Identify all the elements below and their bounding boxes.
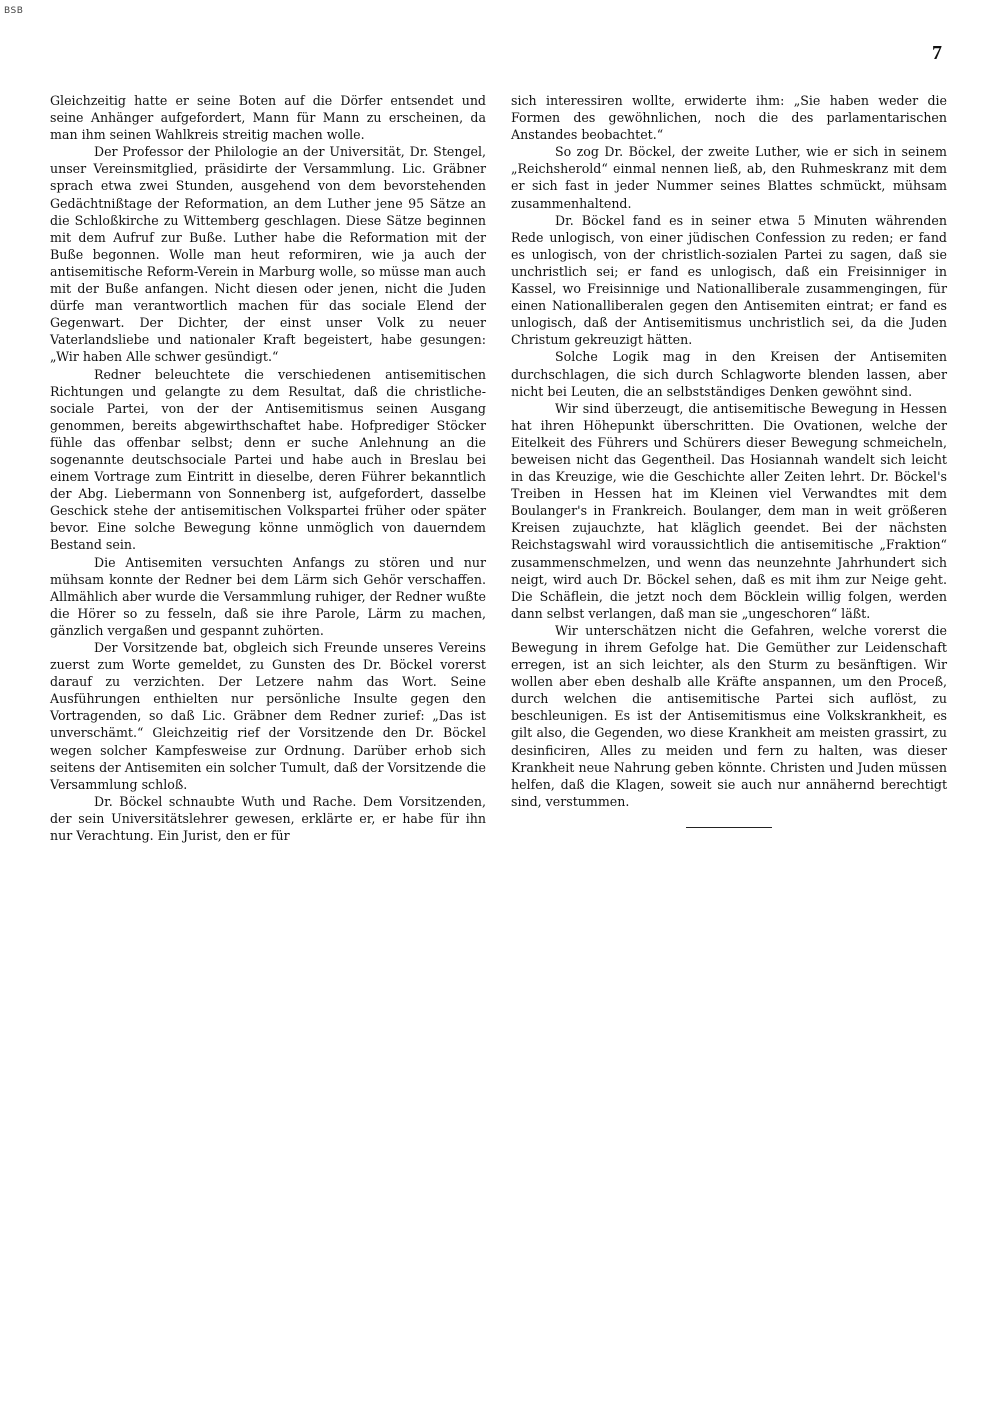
- library-watermark: BSB: [4, 6, 24, 16]
- page-number: 7: [932, 42, 942, 64]
- right-column: [511, 92, 947, 828]
- left-paragraph-5: Der Vorsitzende bat, obgleich sich Freunde unseres Vereins zuerst zum Worte gemeldet, zu Gunsten des Dr. Böckel vorerst darauf zu verzichten. Der Letzere nahm das Wort. Seine Ausführungen enthielten nur persönliche Insulte gegen den Vortragenden, so daß Lic. Gräbner dem Redner zurief: „Das ist unverschämt.“ Gleichzeitig rief der Vorsitzende den Dr. Böckel wegen solcher Kampfesweise zur Ordnung. Darüber erhob sich seitens der Antisemiten ein solcher Tumult, daß der Vorsitzende die Versammlung schloß.: [50, 640, 486, 792]
- right-paragraph-3: Dr. Böckel fand es in seiner etwa 5 Minuten währenden Rede unlogisch, von einer jüdischen Confession zu reden; er fand es unlogisch, von der christlich-sozialen Partei zu sagen, daß sie unchristlich sei; er fand es unlogisch, daß ein Freisinniger in Kassel, wo Freisinnige und Nationalliberale zusammengingen, für einen Nationalliberalen gegen den Antisemiten eintrat; er fand es unlogisch, daß der Antisemitismus unchristlich sei, da die Juden Christum gekreuzigt hätten.: [511, 212, 947, 348]
- left-paragraph-2: Der Professor der Philologie an der Universität, Dr. Stengel, unser Vereinsmitglied, präsidirte der Versammlung. Lic. Gräbner sprach etwa zwei Stunden, ausgehend von dem bevorstehenden Gedächtnißtage der Reformation, an dem Luther jene 95 Sätze an die Schloßkirche zu Wittemberg geschlagen. Diese Sätze beginnen mit dem Aufruf zur Buße. Luther habe die Reformation mit der Buße begonnen. Wolle man heut reformiren, wie ja auch der antisemitische Reform-Verein in Marburg wolle, so müsse man auch mit der Buße anfangen. Nicht diesen oder jenen, nicht die Juden dürfe man verantwortlich machen für das sociale Elend der Gegenwart. Der Dichter, der einst unser Volk zu neuer Vaterlandsliebe und nationaler Kraft begeistert, habe gesungen: „Wir haben Alle schwer gesündigt.“: [50, 144, 486, 365]
- left-paragraph-3: Redner beleuchtete die verschiedenen antisemitischen Richtungen und gelangte zu dem Resultat, daß die christliche-sociale Partei, von der der Antisemitismus seinen Ausgang genommen, bereits abgewirthschaftet habe. Hofprediger Stöcker fühle das offenbar selbst; denn er suche Anlehnung an die sogenannte deutschsociale Partei und habe auch in Breslau bei einem Vortrage zum Eintritt in dieselbe, deren Führer bekanntlich der Abg. Liebermann von Sonnenberg ist, aufgefordert, dasselbe Geschick stehe der antisemitischen Volkspartei früher oder später bevor. Eine solche Bewegung könne unmöglich von dauerndem Bestand sein.: [50, 366, 486, 553]
- end-rule-divider: [686, 827, 772, 828]
- left-column: [50, 92, 486, 844]
- right-paragraph-1: sich interessiren wollte, erwiderte ihm: „Sie haben weder die Formen des gewöhnlichen, noch die des parlamentarischen Anstandes beobachtet.“: [511, 93, 947, 143]
- right-paragraph-6: Wir unterschätzen nicht die Gefahren, welche vorerst die Bewegung in ihrem Gefolge hat. Die Gemüther zur Leidenschaft erregen, ist an sich leichter, als den Sturm zu besänftigen. Wir wollen aber eben deshalb alle Kräfte anspannen, um den Proceß, durch welchen die antisemitische Partei sich auflöst, zu beschleunigen. Es ist der Antisemitismus eine Volkskrankheit, es gilt also, die Gegenden, wo diese Krankheit am meisten grassirt, zu desinficiren, Alles zu meiden und fern zu halten, was dieser Krankheit neue Nahrung geben könnte. Christen und Juden müssen helfen, daß die Klagen, soweit sie auch nur annähernd berechtigt sind, verstummen.: [511, 622, 947, 809]
- right-paragraph-2: So zog Dr. Böckel, der zweite Luther, wie er sich in seinem „Reichsherold“ einmal nennen ließ, ab, den Ruhmeskranz mit dem er sich fast in jeder Nummer seines Blattes schmückt, mühsam zusammenhaltend.: [511, 144, 947, 211]
- right-paragraph-4: Solche Logik mag in den Kreisen der Antisemiten durchschlagen, die sich durch Schlagworte blenden lassen, aber nicht bei Leuten, die an selbstständiges Denken gewöhnt sind.: [511, 349, 947, 399]
- left-paragraph-4: Die Antisemiten versuchten Anfangs zu stören und nur mühsam konnte der Redner bei dem Lärm sich Gehör verschaffen. Allmählich aber wurde die Versammlung ruhiger, der Redner wußte die Hörer so zu fesseln, daß sie ihre Parole, Lärm zu machen, gänzlich vergaßen und gespannt zuhörten.: [50, 554, 486, 638]
- right-paragraph-5: Wir sind überzeugt, die antisemitische Bewegung in Hessen hat ihren Höhepunkt überschritten. Die Ovationen, welche der Eitelkeit des Führers und Schürers dieser Bewegung schmeicheln, beweisen nicht das Gegentheil. Das Hosiannah wandelt sich leicht in das Kreuzige, wie die Geschichte aller Zeiten lehrt. Dr. Böckel's Treiben in Hessen hat im Kleinen viel Verwandtes mit dem Boulanger's in Frankreich. Boulanger, dem man in weit größeren Kreisen zujauchzte, hat kläglich geendet. Bei der nächsten Reichstagswahl wird voraussichtlich die antisemitische „Fraktion“ zusammenschmelzen, und wenn das neunzehnte Jahrhundert sich neigt, wird auch Dr. Böckel sehen, daß es mit ihm zur Neige geht. Die Schäflein, die jetzt noch dem Böcklein willig folgen, werden dann selbst verlangen, daß man sie „ungeschoren“ läßt.: [511, 400, 947, 621]
- left-paragraph-1: Gleichzeitig hatte er seine Boten auf die Dörfer entsendet und seine Anhänger aufgefordert, Mann für Mann zu erscheinen, da man ihm seinen Wahlkreis streitig machen wolle.: [50, 93, 486, 143]
- left-paragraph-6: Dr. Böckel schnaubte Wuth und Rache. Dem Vorsitzenden, der sein Universitätslehrer gewesen, erklärte er, er habe für ihn nur Verachtung. Ein Jurist, den er für: [50, 793, 486, 844]
